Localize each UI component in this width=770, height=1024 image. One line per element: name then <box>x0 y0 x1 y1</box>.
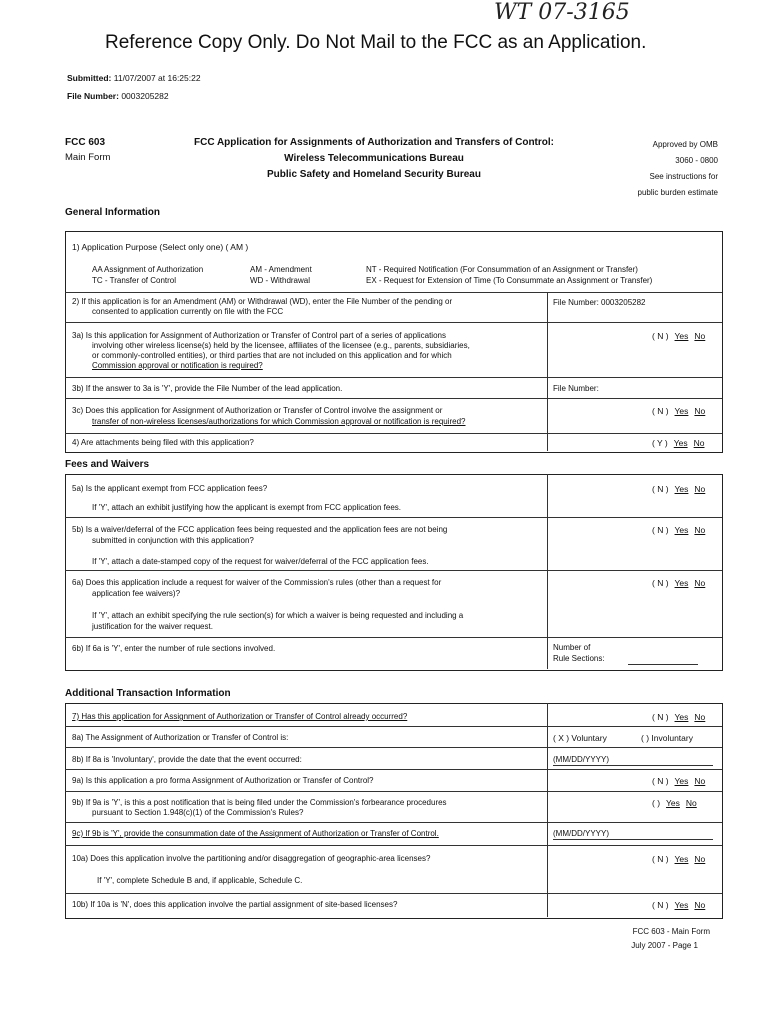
q3b-file-number[interactable]: File Number: <box>553 384 599 393</box>
form-bureau-2: Public Safety and Homeland Security Bureau <box>267 169 481 180</box>
q8b-text: 8b) If 8a is 'Involuntary', provide the date that the event occurred: <box>72 755 302 764</box>
file-number-label: File Number: <box>67 91 119 101</box>
q2-file-number: File Number: 0003205282 <box>553 298 646 307</box>
q3a-answer[interactable]: ( N ) Yes No <box>652 331 706 341</box>
q5a-subtext: If 'Y', attach an exhibit justifying how the applicant is exempt from FCC application fees. <box>92 503 401 512</box>
q9c-text: 9c) If 9b is 'Y', provide the consummation date of the Assignment of Authorization or Transfer of Control. <box>72 829 439 838</box>
q2-text-line2: consented to application currently on file with the FCC <box>92 307 284 316</box>
q9c-date[interactable]: (MM/DD/YYYY) <box>553 829 609 838</box>
q9a-answer[interactable]: ( N ) Yes No <box>652 776 706 786</box>
q9b-line2: pursuant to Section 1.948(c)(1) of the Commission's Rules? <box>92 808 304 817</box>
footer-form-label: FCC 603 - Main Form <box>632 927 710 936</box>
q8a-voluntary[interactable]: ( X ) Voluntary <box>553 733 607 743</box>
q3a-line3: or commonly-controlled entities), or third parties that are not included on this application and for which <box>92 351 452 360</box>
q5a-text: 5a) Is the applicant exempt from FCC application fees? <box>72 484 268 493</box>
q7-answer[interactable]: ( N ) Yes No <box>652 712 706 722</box>
form-main-label: Main Form <box>65 152 111 163</box>
q4-answer[interactable]: ( Y ) Yes No <box>652 438 705 448</box>
q10a-subtext: If 'Y', complete Schedule B and, if applicable, Schedule C. <box>97 876 303 885</box>
fees-heading: Fees and Waivers <box>65 459 150 470</box>
form-bureau-1: Wireless Telecommunications Bureau <box>284 153 464 164</box>
q9b-answer[interactable]: ( ) Yes No <box>652 798 697 808</box>
q8b-date[interactable]: (MM/DD/YYYY) <box>553 755 609 764</box>
q5b-answer[interactable]: ( N ) Yes No <box>652 525 706 535</box>
purpose-tc: TC - Transfer of Control <box>92 276 177 285</box>
q5b-line1: 5b) Is a waiver/deferral of the FCC application fees being requested and the application fees are not being <box>72 525 448 534</box>
q3a-line1: 3a) Is this application for Assignment of Authorization or Transfer of Control part of a series of applications <box>72 331 446 340</box>
q4-text: 4) Are attachments being filed with this application? <box>72 438 254 447</box>
q3b-text: 3b) If the answer to 3a is 'Y', provide the File Number of the lead application. <box>72 384 343 393</box>
q6b-input-line[interactable] <box>628 664 698 665</box>
omb-approval: Approved by OMB <box>652 140 718 149</box>
submitted-line <box>67 73 201 83</box>
omb-instructions: See instructions for <box>649 172 718 181</box>
q5b-subtext: If 'Y', attach a date-stamped copy of the request for waiver/deferral of the FCC application fees. <box>92 557 429 566</box>
handwritten-annotation: WT 07-3165 <box>494 0 630 25</box>
submitted-value: 11/07/2007 at 16:25:22 <box>113 73 201 83</box>
q3a-line2: involving other wireless license(s) held by the licensee, affiliates of the licensee (e.g., parents, subsidiaries, <box>92 341 470 350</box>
q10a-answer[interactable]: ( N ) Yes No <box>652 854 706 864</box>
purpose-wd: WD - Withdrawal <box>250 276 311 285</box>
submitted-label: Submitted: <box>67 73 112 83</box>
footer-page-label: July 2007 - Page 1 <box>631 941 698 950</box>
file-number-value: 0003205282 <box>121 91 169 101</box>
omb-number: 3060 - 0800 <box>675 156 718 165</box>
q6a-line2: application fee waivers)? <box>92 589 181 598</box>
general-info-heading: General Information <box>65 207 161 218</box>
q6b-text: 6b) If 6a is 'Y', enter the number of rule sections involved. <box>72 644 276 653</box>
q3c-line2: transfer of non-wireless licenses/authorizations for which Commission approval or notification is required? <box>92 417 466 426</box>
q6a-answer[interactable]: ( N ) Yes No <box>652 578 706 588</box>
form-title: FCC Application for Assignments of Authorization and Transfers of Control: <box>194 137 554 148</box>
omb-burden: public burden estimate <box>637 188 718 197</box>
purpose-nt: NT - Required Notification (For Consummation of an Assignment or Transfer) <box>366 265 638 274</box>
reference-copy-banner: Reference Copy Only. Do Not Mail to the FCC as an Application. <box>105 32 647 53</box>
q9a-text: 9a) Is this application a pro forma Assignment of Authorization or Transfer of Control? <box>72 776 374 785</box>
file-number-line <box>67 91 169 101</box>
q8a-text: 8a) The Assignment of Authorization or Transfer of Control is: <box>72 733 289 742</box>
additional-heading: Additional Transaction Information <box>65 688 231 699</box>
q6a-subtext1: If 'Y', attach an exhibit specifying the rule section(s) for which a waiver is being requested and including a <box>92 611 464 620</box>
q3a-line4: Commission approval or notification is required? <box>92 361 263 370</box>
q6b-rule-sections[interactable]: Rule Sections: <box>553 654 605 663</box>
q5a-answer[interactable]: ( N ) Yes No <box>652 484 706 494</box>
purpose-am: AM - Amendment <box>250 265 312 274</box>
q10a-text: 10a) Does this application involve the partitioning and/or disaggregation of geographic-area licenses? <box>72 854 431 863</box>
purpose-ex: EX - Request for Extension of Time (To Consummate an Assignment or Transfer) <box>366 276 653 285</box>
q10b-text: 10b) If 10a is 'N', does this application involve the partial assignment of site-based licenses? <box>72 900 398 909</box>
q3c-line1: 3c) Does this application for Assignment of Authorization or Transfer of Control involve the assignment or <box>72 406 443 415</box>
form-code: FCC 603 <box>65 137 106 148</box>
purpose-aa: AA Assignment of Authorization <box>92 265 204 274</box>
q7-text: 7) Has this application for Assignment of Authorization or Transfer of Control already occurred? <box>72 712 408 721</box>
q9b-line1: 9b) If 9a is 'Y', is this a post notification that is being filed under the Commission's forbearance procedures <box>72 798 447 807</box>
q5b-line2: submitted in conjunction with this application? <box>92 536 254 545</box>
q10b-answer[interactable]: ( N ) Yes No <box>652 900 706 910</box>
q6b-number-label: Number of <box>553 643 591 652</box>
q6a-line1: 6a) Does this application include a request for waiver of the Commission's rules (other than a request for <box>72 578 442 587</box>
q6a-subtext2: justification for the waiver request. <box>92 622 213 631</box>
q1-application-purpose: 1) Application Purpose (Select only one) ( AM ) <box>72 242 249 252</box>
q8a-involuntary[interactable]: ( ) Involuntary <box>641 733 693 743</box>
q3c-answer[interactable]: ( N ) Yes No <box>652 406 706 416</box>
q2-text-line1: 2) If this application is for an Amendment (AM) or Withdrawal (WD), enter the File Number of the pending or <box>72 297 453 306</box>
